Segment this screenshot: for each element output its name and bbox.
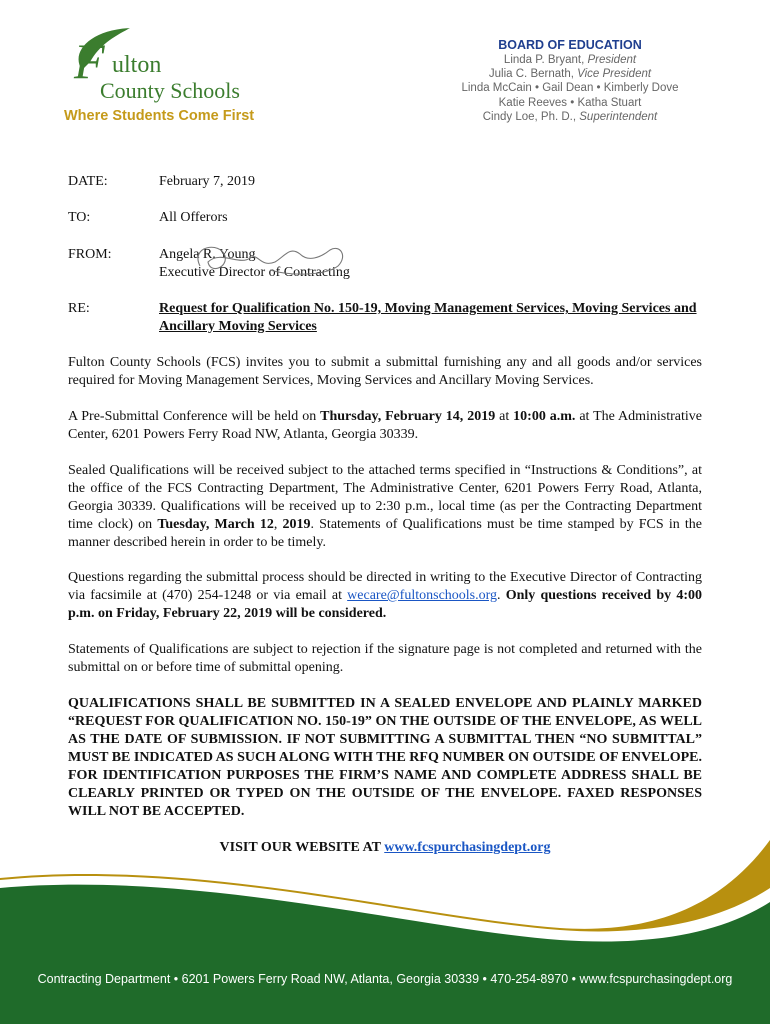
paragraph-rejection: Statements of Qualifications are subject to rejection if the signature page is not completed and returned with the submittal on or before time of submittal opening. bbox=[68, 642, 702, 675]
email-link[interactable]: wecare@fultonschools.org bbox=[347, 588, 498, 603]
board-members-1: Linda McCain • Gail Dean • Kimberly Dove bbox=[461, 82, 679, 95]
to-value: All Offerors bbox=[159, 210, 228, 225]
paragraph-pre-submittal bbox=[68, 408, 702, 444]
p3-text-a: Sealed Qualifications will be received subject to the attached terms specified in “Instructions & Conditions”, at the office of the FCS Contracting Department, The Administrative Center, 6201 Powers Ferry Road, Atlanta, Georgia 30339. Qualifications will be received up to 2:30 p.m., local time (as per the Contracting Department time clock) on bbox=[68, 463, 702, 532]
p2-date: Thursday, February 14, 2019 bbox=[320, 409, 496, 424]
board-president-role: President bbox=[587, 54, 637, 66]
p2-text-a: A Pre-Submittal Conference will be held on bbox=[68, 409, 321, 424]
p3-text-c: , bbox=[273, 517, 283, 532]
board-vice-president bbox=[440, 67, 700, 81]
from-title: Executive Director of Contracting bbox=[159, 265, 350, 280]
p4-text-b: . bbox=[497, 588, 506, 603]
footer-wave bbox=[0, 838, 770, 1024]
board-vice-name: Julia C. Bernath, bbox=[488, 68, 578, 81]
board-supt-role: Superintendent bbox=[579, 110, 658, 123]
to-label: TO: bbox=[68, 210, 91, 225]
website-link[interactable]: www.fcspurchasingdept.org bbox=[384, 840, 551, 855]
board-vice-role: Vice President bbox=[577, 68, 652, 81]
paragraph-submission-instructions: QUALIFICATIONS SHALL BE SUBMITTED IN A SEALED ENVELOPE AND PLAINLY MARKED “REQUEST FOR QUALIFICATION NO. 150-19” ON THE OUTSIDE OF THE ENVELOPE, AS WELL AS THE DATE OF SUBMISSION. IF NOT SUBMITTING A SUBMITTAL THEN “NO SUBMITTAL” MUST BE INDICATED AS SUCH ALONG WITH THE RFQ NUMBER ON OUTSIDE OF ENVELOPE. FOR IDENTIFICATION PURPOSES THE FIRM’S NAME AND COMPLETE ADDRESS SHALL BE CLEARLY PRINTED OR TYPED ON THE OUTSIDE OF THE ENVELOPE. FAXED RESPONSES WILL NOT BE ACCEPTED. bbox=[68, 696, 703, 819]
date-label: DATE: bbox=[68, 174, 108, 189]
board-supt-name: Cindy Loe, Ph. D., bbox=[482, 110, 580, 123]
logo-line2: County Schools bbox=[100, 78, 240, 103]
paragraph-sealed-qualifications bbox=[68, 462, 702, 552]
re-subject: Request for Qualification No. 150-19, Moving Management Services, Moving Services and Ancillary Moving Services bbox=[159, 301, 697, 334]
p2-time: 10:00 a.m. bbox=[513, 409, 576, 424]
logo-initial: F bbox=[74, 33, 105, 89]
p2-text-c: at bbox=[495, 409, 514, 424]
p2-text-e: at The Administrative Center, 6201 Powers Ferry Road NW, Atlanta, Georgia 30339. bbox=[68, 409, 702, 442]
handwritten-signature bbox=[180, 236, 360, 284]
logo-tagline: Where Students Come First bbox=[64, 108, 255, 124]
logo-line1: ulton bbox=[112, 52, 162, 78]
p3-year: 2019 bbox=[282, 517, 311, 532]
paragraph-invitation: Fulton County Schools (FCS) invites you to submit a submittal furnishing any and all goods and/or services required for Moving Management Services, Moving Services and Ancillary Moving Services. bbox=[68, 355, 702, 388]
board-superintendent bbox=[440, 110, 700, 124]
board-president-name: Linda P. Bryant, bbox=[503, 54, 588, 66]
board-of-education-block bbox=[440, 37, 700, 124]
re-label: RE: bbox=[68, 301, 90, 316]
p4-deadline: Only questions received by 4:00 p.m. on Friday, February 22, 2019 will be considered. bbox=[68, 588, 702, 621]
footer-address: Contracting Department • 6201 Powers Ferry Road NW, Atlanta, Georgia 30339 • 470-254-8970 • www.fcspurchasingdept.org bbox=[37, 972, 733, 986]
p3-date: Tuesday, March 12 bbox=[157, 517, 274, 532]
date-value: February 7, 2019 bbox=[159, 174, 256, 189]
board-president bbox=[440, 53, 700, 67]
fulton-county-schools-logo bbox=[60, 22, 260, 126]
visit-label: VISIT OUR WEBSITE AT bbox=[219, 840, 385, 855]
p3-text-e: . Statements of Qualifications must be time stamped by FCS in the manner described herein in order to be timely. bbox=[68, 517, 702, 550]
p4-text-a: Questions regarding the submittal process should be directed in writing to the Executive Director of Contracting via facsimile at (470) 254-1248 or via email at bbox=[68, 570, 702, 603]
paragraph-questions bbox=[68, 569, 702, 623]
from-name: Angela R. Young bbox=[159, 247, 256, 262]
from-label: FROM: bbox=[68, 247, 112, 262]
board-title: BOARD OF EDUCATION bbox=[498, 38, 642, 52]
board-members-2: Katie Reeves • Katha Stuart bbox=[498, 96, 642, 109]
